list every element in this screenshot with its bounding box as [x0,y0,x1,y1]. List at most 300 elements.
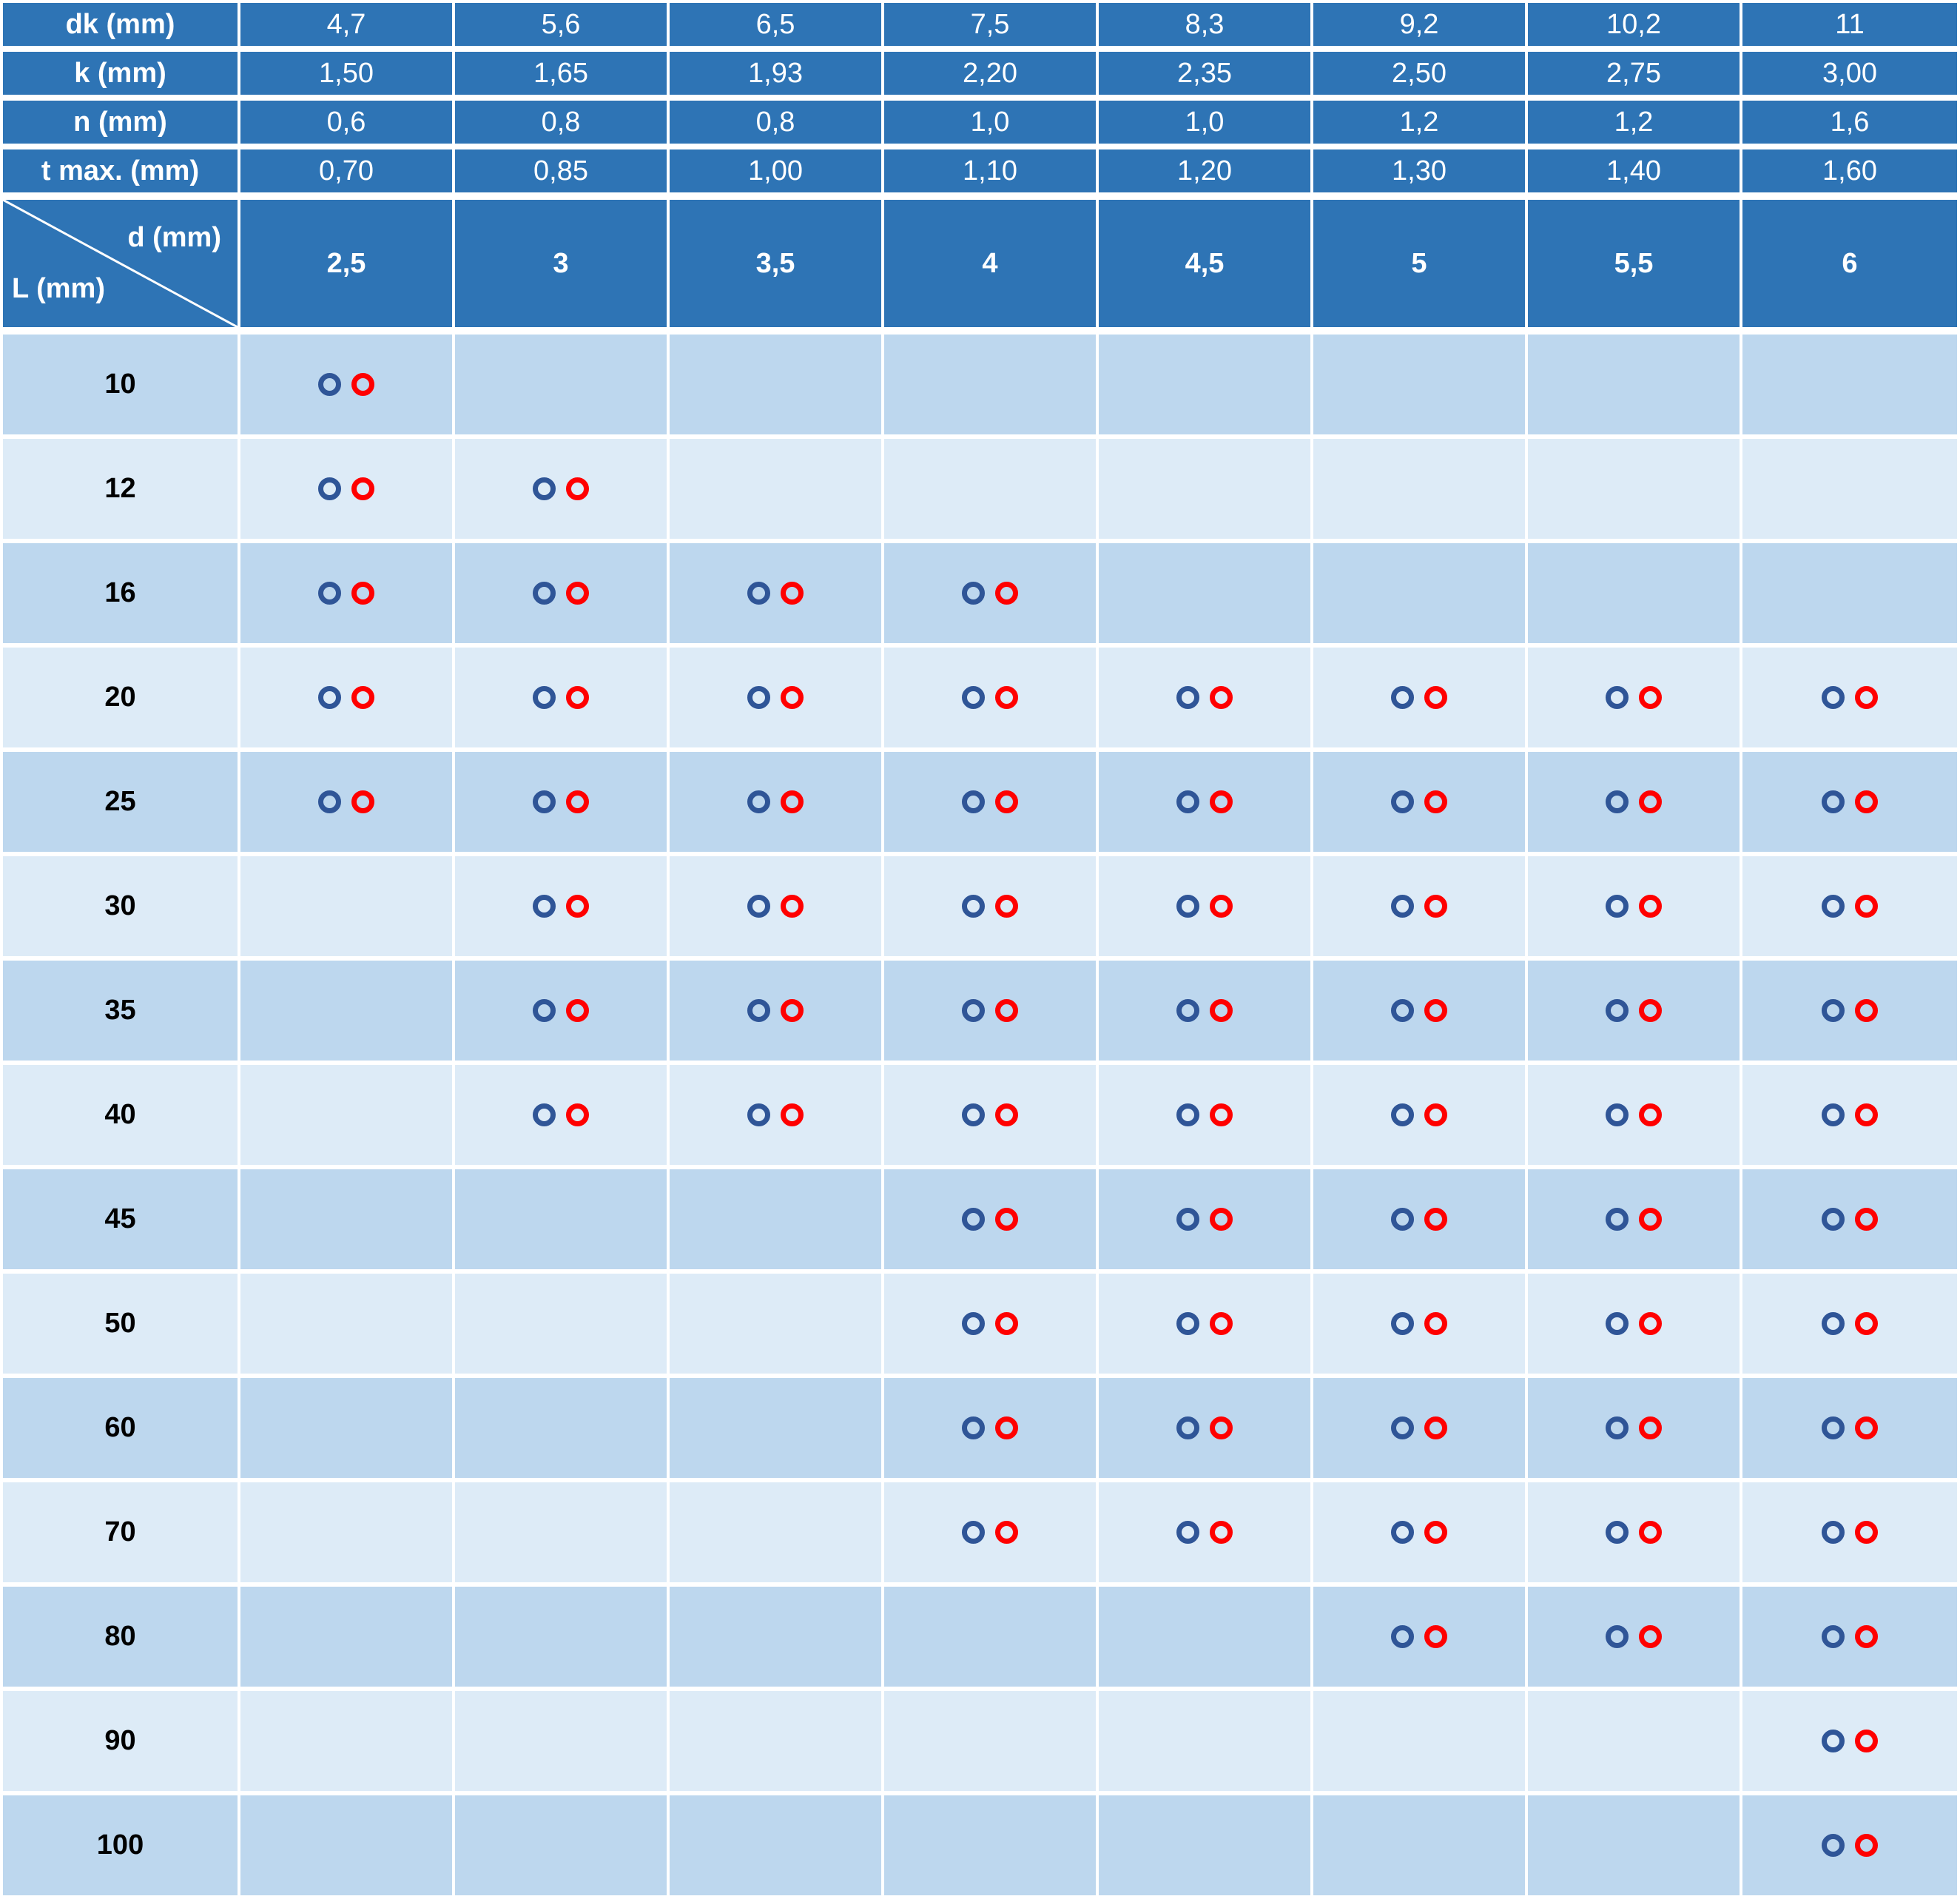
length-row-label [3,752,238,852]
availability-cell [455,1691,667,1791]
red-ring-icon [995,686,1018,709]
blue-ring-icon [962,1103,985,1126]
availability-rings [1391,1416,1447,1439]
red-ring-icon [781,686,804,709]
blue-ring-icon [1391,999,1414,1022]
availability-cell [240,1795,452,1895]
availability-cell [240,856,452,956]
blue-ring-icon [1606,1312,1629,1335]
spec-value: 1,50 [319,57,374,89]
blue-ring-icon [1606,686,1629,709]
spec-value-cell [1313,52,1525,95]
availability-rings [747,582,804,605]
availability-cell [240,1169,452,1269]
length-row-label [3,648,238,747]
availability-rings [1176,1416,1233,1439]
availability-cell [240,1378,452,1478]
availability-cell [670,961,881,1061]
red-ring-icon [1855,1730,1878,1752]
availability-rings [962,1416,1018,1439]
availability-cell [240,1482,452,1582]
blue-ring-icon [533,477,556,500]
blue-ring-icon [1391,1312,1414,1335]
spec-value-cell [884,3,1096,46]
availability-cell [884,1587,1096,1687]
availability-cell [670,752,881,852]
availability-cell [1742,335,1957,434]
blue-ring-icon [1606,999,1629,1022]
blue-ring-icon [318,582,341,605]
availability-cell [240,543,452,643]
red-ring-icon [1424,1103,1447,1126]
availability-cell [884,1795,1096,1895]
availability-rings [1391,1103,1447,1126]
red-ring-icon [351,686,374,709]
length-label: 70 [104,1516,136,1547]
red-ring-icon [1639,1625,1662,1648]
availability-rings [1176,1521,1233,1544]
red-ring-icon [995,790,1018,813]
availability-rings [1822,1625,1878,1648]
length-row-label [3,1065,238,1165]
availability-cell [884,543,1096,643]
red-ring-icon [1855,1416,1878,1439]
availability-cell [455,1587,667,1687]
availability-rings [1176,1208,1233,1231]
availability-cell [1528,1274,1740,1374]
length-label: 100 [96,1829,144,1861]
diameter-header: 6 [1842,247,1858,279]
availability-cell [240,961,452,1061]
red-ring-icon [566,686,589,709]
availability-rings [533,895,589,918]
length-label: 60 [104,1412,136,1443]
length-label: 40 [104,1099,136,1130]
blue-ring-icon [318,686,341,709]
availability-cell [1742,1795,1957,1895]
availability-cell [1099,1169,1310,1269]
blue-ring-icon [1822,895,1845,918]
diameter-header-cell [1742,200,1957,327]
availability-rings [1391,686,1447,709]
blue-ring-icon [962,1208,985,1231]
red-ring-icon [781,999,804,1022]
availability-cell [1313,1274,1525,1374]
spec-row-label [3,101,238,144]
spec-label: n (mm) [73,106,167,138]
spec-value-cell [240,3,452,46]
blue-ring-icon [962,582,985,605]
spec-value: 0,8 [541,106,581,138]
spec-value-cell [1313,101,1525,144]
availability-rings [1176,895,1233,918]
availability-cell [1528,439,1740,539]
blue-ring-icon [1822,1834,1845,1857]
availability-cell [455,439,667,539]
length-label: 45 [104,1203,136,1234]
spec-value: 10,2 [1606,8,1661,40]
availability-cell [1313,856,1525,956]
availability-cell [884,335,1096,434]
blue-ring-icon [1822,1103,1845,1126]
availability-cell [455,1065,667,1165]
blue-ring-icon [533,895,556,918]
red-ring-icon [995,1521,1018,1544]
blue-ring-icon [962,999,985,1022]
blue-ring-icon [747,1103,770,1126]
blue-ring-icon [747,686,770,709]
spec-value: 1,00 [748,155,803,186]
blue-ring-icon [1606,1103,1629,1126]
blue-ring-icon [1176,895,1199,918]
blue-ring-icon [747,582,770,605]
availability-cell [455,648,667,747]
availability-rings [1822,895,1878,918]
spec-value-cell [455,101,667,144]
availability-cell [1742,1587,1957,1687]
availability-rings [1606,1208,1662,1231]
availability-rings [318,790,374,813]
availability-rings [533,477,589,500]
length-row-label [3,1795,238,1895]
blue-ring-icon [962,686,985,709]
availability-cell [455,1795,667,1895]
availability-cell [1099,1795,1310,1895]
length-label: 20 [104,682,136,713]
availability-cell [455,1482,667,1582]
availability-rings [1822,1103,1878,1126]
availability-cell [1099,1378,1310,1478]
spec-value: 0,6 [326,106,366,138]
availability-cell [670,1378,881,1478]
spec-value-cell [1742,101,1957,144]
length-label: 50 [104,1308,136,1339]
availability-cell [240,1691,452,1791]
spec-value-cell [1313,149,1525,192]
availability-cell [1742,1691,1957,1791]
blue-ring-icon [1822,790,1845,813]
red-ring-icon [566,477,589,500]
availability-cell [1528,1691,1740,1791]
availability-rings [1822,1521,1878,1544]
blue-ring-icon [318,373,341,396]
spec-label: t max. (mm) [41,155,200,186]
spec-value-cell [1742,149,1957,192]
blue-ring-icon [1176,1208,1199,1231]
spec-value-cell [1099,52,1310,95]
blue-ring-icon [1606,895,1629,918]
availability-cell [670,543,881,643]
blue-ring-icon [1822,1312,1845,1335]
availability-cell [1313,1795,1525,1895]
availability-rings [962,686,1018,709]
spec-value-cell [1528,3,1740,46]
availability-cell [1099,335,1310,434]
availability-cell [1742,1274,1957,1374]
availability-rings [1822,790,1878,813]
availability-cell [1528,1482,1740,1582]
availability-cell [1099,752,1310,852]
availability-rings [1391,1312,1447,1335]
availability-cell [1528,752,1740,852]
blue-ring-icon [1822,999,1845,1022]
availability-cell [884,1691,1096,1791]
availability-cell [455,752,667,852]
spec-row-label [3,52,238,95]
spec-row-label [3,149,238,192]
length-row-label [3,439,238,539]
red-ring-icon [995,999,1018,1022]
blue-ring-icon [1391,895,1414,918]
red-ring-icon [1639,1416,1662,1439]
spec-value-cell [240,149,452,192]
availability-cell [1528,335,1740,434]
availability-cell [1099,1274,1310,1374]
availability-cell [1742,439,1957,539]
red-ring-icon [1424,686,1447,709]
availability-cell [1099,1587,1310,1687]
red-ring-icon [1424,790,1447,813]
spec-value: 1,40 [1606,155,1661,186]
availability-cell [1313,543,1525,643]
red-ring-icon [1210,1416,1233,1439]
red-ring-icon [351,790,374,813]
availability-cell [455,543,667,643]
blue-ring-icon [533,790,556,813]
blue-ring-icon [1176,790,1199,813]
spec-value: 0,8 [755,106,795,138]
availability-rings [1822,1208,1878,1231]
blue-ring-icon [1391,790,1414,813]
availability-cell [884,648,1096,747]
length-label: 16 [104,577,136,608]
corner-col-label: d (mm) [127,222,221,253]
diameter-header: 4 [982,247,998,279]
spec-value-cell [1742,52,1957,95]
red-ring-icon [1639,895,1662,918]
red-ring-icon [1424,895,1447,918]
spec-value: 8,3 [1185,8,1225,40]
spec-value-cell [1528,149,1740,192]
availability-rings [1391,790,1447,813]
availability-cell [1313,1169,1525,1269]
length-row-label [3,1587,238,1687]
spec-value-cell [1528,52,1740,95]
availability-cell [1528,1378,1740,1478]
availability-cell [1528,856,1740,956]
availability-rings [1822,1312,1878,1335]
blue-ring-icon [1176,1103,1199,1126]
availability-rings [1822,686,1878,709]
availability-cell [1528,648,1740,747]
red-ring-icon [1210,1208,1233,1231]
availability-cell [670,1065,881,1165]
length-row-label [3,1378,238,1478]
length-label: 90 [104,1725,136,1756]
availability-rings [1176,1103,1233,1126]
length-row-label [3,1169,238,1269]
availability-rings [747,686,804,709]
availability-cell [240,1274,452,1374]
availability-cell [1313,1691,1525,1791]
spec-value: 2,20 [963,57,1017,89]
diameter-header-cell [1528,200,1740,327]
availability-cell [670,1587,881,1687]
corner-diagonal [3,200,238,327]
spec-value-cell [240,52,452,95]
spec-value: 1,0 [970,106,1010,138]
availability-cell [1313,752,1525,852]
red-ring-icon [1639,1521,1662,1544]
spec-value-cell [1099,101,1310,144]
blue-ring-icon [1606,1521,1629,1544]
blue-ring-icon [1391,686,1414,709]
availability-rings [318,373,374,396]
red-ring-icon [1424,999,1447,1022]
red-ring-icon [1639,790,1662,813]
blue-ring-icon [533,999,556,1022]
spec-value-cell [884,52,1096,95]
availability-cell [1528,1587,1740,1687]
blue-ring-icon [533,1103,556,1126]
availability-cell [1742,1169,1957,1269]
availability-cell [670,1795,881,1895]
diameter-header-cell [240,200,452,327]
availability-rings [533,999,589,1022]
availability-cell [1528,1065,1740,1165]
blue-ring-icon [318,790,341,813]
availability-cell [1313,335,1525,434]
availability-cell [884,439,1096,539]
spec-label: dk (mm) [65,8,175,40]
availability-cell [670,1274,881,1374]
availability-rings [962,1521,1018,1544]
spec-value-cell [1742,3,1957,46]
availability-cell [1742,543,1957,643]
length-label: 35 [104,995,136,1026]
availability-cell [455,961,667,1061]
spec-value: 1,60 [1822,155,1877,186]
availability-rings [747,895,804,918]
red-ring-icon [995,1312,1018,1335]
red-ring-icon [1210,999,1233,1022]
red-ring-icon [1639,999,1662,1022]
availability-cell [670,856,881,956]
red-ring-icon [1424,1416,1447,1439]
availability-cell [884,752,1096,852]
diameter-header-cell [1099,200,1310,327]
blue-ring-icon [747,895,770,918]
availability-rings [962,895,1018,918]
availability-rings [962,1312,1018,1335]
availability-cell [455,335,667,434]
spec-value: 2,50 [1392,57,1447,89]
availability-rings [962,582,1018,605]
red-ring-icon [351,582,374,605]
diameter-header-cell [670,200,881,327]
red-ring-icon [1855,1312,1878,1335]
blue-ring-icon [318,477,341,500]
availability-cell [1099,648,1310,747]
red-ring-icon [1639,1208,1662,1231]
availability-rings [1391,1625,1447,1648]
spec-value: 1,10 [963,155,1017,186]
spec-value: 1,93 [748,57,803,89]
availability-rings [533,686,589,709]
spec-value: 1,2 [1399,106,1439,138]
availability-rings [962,999,1018,1022]
availability-cell [1313,1378,1525,1478]
availability-cell [670,648,881,747]
red-ring-icon [995,1208,1018,1231]
availability-cell [884,1065,1096,1165]
availability-cell [455,856,667,956]
availability-rings [533,790,589,813]
spec-value: 2,75 [1606,57,1661,89]
diameter-header: 3,5 [755,247,795,279]
length-label: 30 [104,890,136,921]
red-ring-icon [566,1103,589,1126]
red-ring-icon [1855,686,1878,709]
red-ring-icon [995,1103,1018,1126]
spec-value: 1,65 [533,57,588,89]
length-label: 25 [104,786,136,817]
red-ring-icon [566,790,589,813]
blue-ring-icon [962,790,985,813]
red-ring-icon [1855,1208,1878,1231]
diameter-header-cell [455,200,667,327]
red-ring-icon [351,477,374,500]
availability-rings [318,477,374,500]
diameter-header: 5 [1411,247,1427,279]
red-ring-icon [566,582,589,605]
spec-value: 5,6 [541,8,581,40]
red-ring-icon [1424,1521,1447,1544]
spec-row-label [3,3,238,46]
red-ring-icon [1855,1103,1878,1126]
blue-ring-icon [962,895,985,918]
availability-cell [455,1378,667,1478]
blue-ring-icon [1822,1730,1845,1752]
blue-ring-icon [747,790,770,813]
blue-ring-icon [1391,1208,1414,1231]
red-ring-icon [1210,895,1233,918]
red-ring-icon [781,582,804,605]
blue-ring-icon [1822,1416,1845,1439]
spec-value: 1,30 [1392,155,1447,186]
blue-ring-icon [1176,1416,1199,1439]
availability-rings [747,1103,804,1126]
availability-cell [1742,1378,1957,1478]
availability-rings [1391,999,1447,1022]
availability-cell [670,1691,881,1791]
spec-value-cell [670,52,881,95]
availability-cell [455,1169,667,1269]
availability-cell [884,1378,1096,1478]
availability-rings [1606,686,1662,709]
red-ring-icon [995,582,1018,605]
diameter-header-cell [884,200,1096,327]
availability-cell [884,856,1096,956]
availability-cell [240,439,452,539]
corner-diagonal-line [3,200,238,327]
availability-rings [1822,1730,1878,1752]
length-row-label [3,1482,238,1582]
availability-cell [670,1482,881,1582]
availability-cell [240,648,452,747]
diameter-header: 5,5 [1614,247,1654,279]
availability-cell [1313,648,1525,747]
